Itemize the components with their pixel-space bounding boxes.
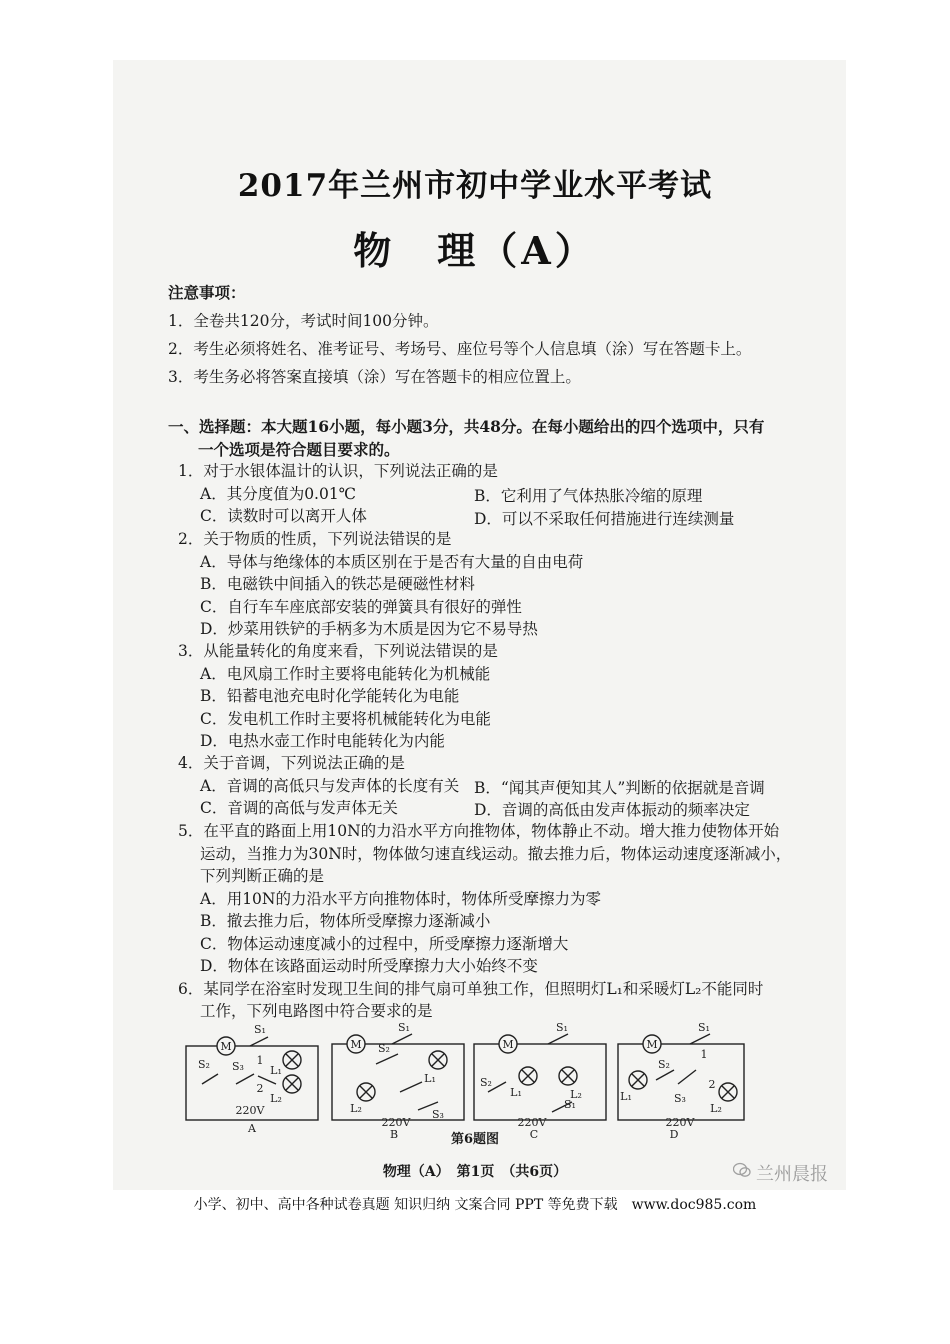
- question-3-option-b: B．铅蓄电池充电时化学能转化为电能: [200, 687, 460, 705]
- notice-item-3: 3．考生务必将答案直接填（涂）写在答题卡的相应位置上。: [168, 368, 581, 386]
- circuit-c-s1-top: S₁: [556, 1022, 568, 1034]
- circuit-a-voltage: 220V: [235, 1104, 265, 1117]
- notice-item-2: 2．考生必须将姓名、准考证号、考场号、座位号等个人信息填（涂）写在答题卡上。: [168, 340, 752, 358]
- circuit-d-motor-label: M: [646, 1038, 658, 1051]
- circuit-c-s2: S₂: [480, 1076, 492, 1089]
- section-heading-line1: 一、选择题：本大题16小题，每小题3分，共48分。在每小题给出的四个选项中，只有: [168, 417, 765, 436]
- question-5-stem-line2: 运动，当推力为30N时，物体做匀速直线运动。撤去推力后，物体运动速度逐渐减小，: [200, 845, 792, 863]
- circuit-d-s2: S₂: [658, 1058, 670, 1071]
- question-1-option-b: B．它利用了气体热胀冷缩的原理: [474, 487, 703, 505]
- question-3-option-a: A．电风扇工作时主要将电能转化为机械能: [200, 665, 491, 683]
- circuit-a-label: A: [248, 1122, 256, 1135]
- circuit-b-label: B: [389, 1128, 399, 1141]
- circuit-b-voltage: 220V: [381, 1116, 411, 1129]
- notice-heading: 注意事项：: [168, 283, 246, 302]
- question-6-stem-line2: 工作，下列电路图中符合要求的是: [200, 1002, 433, 1020]
- circuit-c-voltage: 220V: [517, 1116, 547, 1129]
- brand-watermark: 兰州晨报: [756, 1164, 828, 1185]
- circuit-d-contact-1: 1: [700, 1048, 708, 1061]
- question-5-option-a: A．用10N的力沿水平方向推物体时，物体所受摩擦力为零: [200, 890, 601, 908]
- circuit-a-s1: S₁: [254, 1023, 266, 1036]
- question-1-option-c: C．读数时可以离开人体: [200, 507, 367, 525]
- circuit-d-voltage: 220V: [665, 1116, 695, 1129]
- circuit-c-motor-label: M: [502, 1038, 514, 1051]
- circuit-a-motor-label: M: [220, 1040, 232, 1053]
- circuit-c-s1-bottom: S₁: [564, 1098, 576, 1111]
- circuit-a-s2: S₂: [198, 1058, 210, 1071]
- notice-item-1: 1．全卷共120分，考试时间100分钟。: [168, 312, 439, 330]
- circuit-c-label: C: [529, 1128, 539, 1141]
- circuit-d-l2: L₂: [710, 1102, 722, 1115]
- question-4-option-b: B．“闻其声便知其人”判断的依据就是音调: [474, 779, 765, 797]
- circuit-c-l2: L₂: [570, 1088, 582, 1101]
- circuit-a-contact-2: 2: [256, 1082, 264, 1095]
- question-1-option-d: D．可以不采取任何措施进行连续测量: [474, 510, 735, 528]
- question-3-stem: 3．从能量转化的角度来看，下列说法错误的是: [178, 642, 498, 660]
- circuit-a-contact-1: 1: [256, 1054, 264, 1067]
- page-footer: 物理（A） 第1页 （共6页）: [382, 1164, 568, 1180]
- question-2-option-b: B．电磁铁中间插入的铁芯是硬磁性材料: [200, 575, 475, 593]
- question-1-stem: 1．对于水银体温计的认识，下列说法正确的是: [178, 462, 498, 480]
- circuit-b-s1: S₁: [398, 1022, 410, 1034]
- question-3-option-c: C．发电机工作时主要将机械能转化为电能: [200, 710, 491, 728]
- question-5-option-b: B．撤去推力后，物体所受摩擦力逐渐减小: [200, 912, 491, 930]
- section-heading-line2: 一个选项是符合题目要求的。: [198, 440, 400, 459]
- download-notice: 小学、初中、高中各种试卷真题 知识归纳 文案合同 PPT 等免费下载 www.doc985.com: [193, 1197, 757, 1213]
- circuit-b-s2: S₂: [378, 1042, 390, 1055]
- circuit-b-motor-label: M: [350, 1038, 362, 1051]
- circuit-c-l1: L₁: [510, 1086, 522, 1099]
- circuit-diagrams: [180, 1022, 760, 1142]
- circuit-b-s3: S₃: [432, 1108, 444, 1121]
- circuit-a-l1: L₁: [270, 1064, 282, 1077]
- exam-title: 2017年兰州市初中学业水平考试: [237, 168, 713, 204]
- figure-caption: 第6题图: [450, 1132, 500, 1147]
- circuit-d-l1: L₁: [620, 1090, 632, 1103]
- circuit-b-l2: L₂: [350, 1102, 362, 1115]
- question-2-stem: 2．关于物质的性质，下列说法错误的是: [178, 530, 452, 548]
- question-5-option-d: D．物体在该路面运动时所受摩擦力大小始终不变: [200, 957, 538, 975]
- circuit-d: [618, 1034, 744, 1120]
- question-4-option-d: D．音调的高低由发声体振动的频率决定: [474, 801, 750, 819]
- question-4-stem: 4．关于音调，下列说法正确的是: [178, 754, 405, 772]
- circuit-d-s3: S₃: [674, 1092, 686, 1105]
- wechat-icon: [733, 1162, 751, 1178]
- question-2-option-a: A．导体与绝缘体的本质区别在于是否有大量的自由电荷: [200, 553, 584, 571]
- circuit-a-s3: S₃: [232, 1060, 244, 1073]
- question-5-option-c: C．物体运动速度减小的过程中，所受摩擦力逐渐增大: [200, 935, 569, 953]
- question-6-stem-line1: 6．某同学在浴室时发现卫生间的排气扇可单独工作，但照明灯L₁和采暖灯L₂不能同时: [178, 980, 764, 998]
- question-4-option-c: C．音调的高低与发声体无关: [200, 799, 398, 817]
- circuit-b-l1: L₁: [424, 1072, 436, 1085]
- circuit-d-s1: S₁: [698, 1022, 710, 1034]
- question-2-option-c: C．自行车车座底部安装的弹簧具有很好的弹性: [200, 598, 522, 616]
- question-1-option-a: A．其分度值为0.01℃: [200, 485, 357, 503]
- circuit-d-contact-2: 2: [708, 1078, 716, 1091]
- circuit-c: [474, 1034, 606, 1120]
- question-5-stem-line1: 5．在平直的路面上用10N的力沿水平方向推物体，物体静止不动。增大推力使物体开始: [178, 822, 780, 840]
- circuit-d-label: D: [669, 1128, 679, 1141]
- exam-subject: 物 理（A）: [353, 228, 597, 273]
- question-4-option-a: A．音调的高低只与发声体的长度有关: [200, 777, 460, 795]
- question-5-stem-line3: 下列判断正确的是: [200, 867, 325, 885]
- question-3-option-d: D．电热水壶工作时电能转化为内能: [200, 732, 445, 750]
- circuit-a-l2: L₂: [270, 1092, 282, 1105]
- question-2-option-d: D．炒菜用铁铲的手柄多为木质是因为它不易导热: [200, 620, 538, 638]
